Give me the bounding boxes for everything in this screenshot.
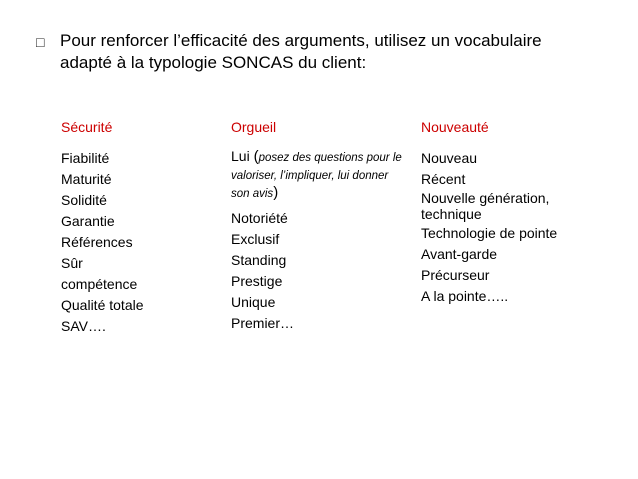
list-item: Exclusif xyxy=(231,231,280,247)
list-item: Nouvelle génération, technique xyxy=(421,190,550,222)
intro-paragraph xyxy=(36,30,596,74)
list-item: Garantie xyxy=(61,213,115,229)
list-item: Références xyxy=(61,234,133,250)
word-list-securite xyxy=(61,148,211,337)
list-item: Premier… xyxy=(231,315,295,331)
intro-text: Pour renforcer l’efficacité des arguments, utilisez un vocabulaire adapté à la typologie SONCAS du client: xyxy=(60,31,542,72)
list-item: Fiabilité xyxy=(61,150,110,166)
column-header-orgueil: Orgueil xyxy=(231,119,277,135)
column-header-securite: Sécurité xyxy=(61,119,113,135)
column-header-nouveaute: Nouveauté xyxy=(421,119,489,135)
list-item-lui xyxy=(231,148,406,202)
word-list-orgueil xyxy=(231,148,406,334)
word-list-nouveaute xyxy=(421,148,571,307)
close-paren: ) xyxy=(273,184,279,201)
list-item: Sûr xyxy=(61,255,83,271)
list-item: Précurseur xyxy=(421,267,490,283)
list-item: Unique xyxy=(231,294,276,310)
open-paren: ( xyxy=(253,148,259,165)
list-item: Récent xyxy=(421,171,466,187)
list-item: Maturité xyxy=(61,171,112,187)
list-item: Solidité xyxy=(61,192,107,208)
list-item: Technologie de pointe xyxy=(421,225,558,241)
list-item: Avant-garde xyxy=(421,246,498,262)
lui-word: Lui xyxy=(231,148,250,164)
list-item: A la pointe….. xyxy=(421,288,509,304)
list-item: Qualité totale xyxy=(61,297,144,313)
list-item: Standing xyxy=(231,252,287,268)
column-securite xyxy=(61,118,211,337)
column-nouveaute xyxy=(421,118,571,307)
square-bullet-icon: □ xyxy=(36,34,45,50)
lui-note: posez des questions pour le valoriser, l’impliquer, lui donner son avis xyxy=(231,152,402,200)
list-item: Notoriété xyxy=(231,210,288,226)
list-item: Nouveau xyxy=(421,150,478,166)
column-orgueil xyxy=(231,118,406,334)
list-item: SAV…. xyxy=(61,318,106,334)
list-item: compétence xyxy=(61,276,138,292)
list-item: Prestige xyxy=(231,273,283,289)
